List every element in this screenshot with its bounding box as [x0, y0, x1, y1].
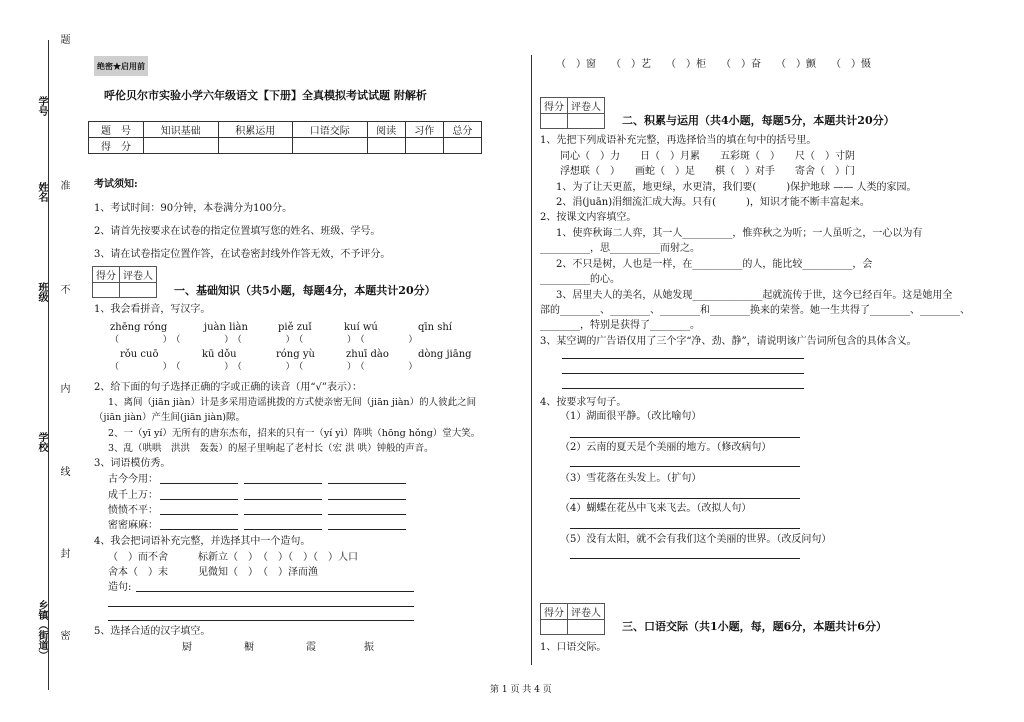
- reviewer-input[interactable]: [568, 620, 605, 635]
- pinyin: kuí wú: [344, 322, 378, 333]
- score-reviewer-box: [540, 603, 605, 635]
- question: 1、口语交际。: [540, 642, 607, 653]
- score-cell[interactable]: [443, 138, 481, 154]
- question-line: 浮想联（ ） 画蛇（ ）足 棋（ ）对手 寄舍（ ）门: [560, 166, 855, 177]
- answer-line[interactable]: [570, 528, 800, 529]
- answer-parens[interactable]: （ ） （ ） （ ） （ ） （ ）: [110, 335, 418, 345]
- answer-line[interactable]: [562, 358, 804, 359]
- notes-heading: 考试须知:: [94, 179, 138, 190]
- student-id-label: 学号: [36, 96, 47, 116]
- answer-line[interactable]: [244, 499, 322, 500]
- answer-line[interactable]: [570, 437, 800, 438]
- idiom-label: 愤愤不平：: [108, 505, 158, 516]
- answer-line[interactable]: [108, 620, 414, 621]
- score-label: 得分: [541, 98, 568, 114]
- pinyin: zhēng róng: [110, 322, 168, 333]
- note-item: 3、请在试卷指定位置作答，在试卷密封线外作答无效，不予评分。: [94, 249, 391, 260]
- question-line: 舍本（ ）末 见微知（ ） （ ）泽而渔: [108, 567, 318, 578]
- question: 1、先把下列成语补充完整，再选择恰当的填在句中的括号里。: [540, 135, 817, 146]
- answer-line[interactable]: [570, 558, 800, 559]
- answer-line[interactable]: [244, 514, 322, 515]
- answer-line[interactable]: [160, 514, 238, 515]
- score-input[interactable]: [541, 620, 568, 635]
- answer-line[interactable]: [160, 483, 238, 484]
- score-cell[interactable]: [144, 138, 219, 154]
- reviewer-input[interactable]: [568, 114, 605, 129]
- score-label: 得分: [93, 267, 120, 283]
- reviewer-input[interactable]: [120, 283, 157, 298]
- score-row-label: 得 分: [89, 138, 144, 154]
- score-header: 知识基础: [144, 122, 219, 138]
- score-table: [88, 121, 482, 154]
- pinyin: piě zuǐ: [278, 322, 312, 333]
- section-3-title: 三、口语交际（共1小题，每，题6分，本题共计6分）: [622, 620, 887, 633]
- question-line: 2、一（yī yí）无所有的唐东杰布，招来的只有一（yí yì）阵哄（hōng hǒng）堂大笑。: [108, 428, 481, 439]
- question-line: ________，特别是获得了________。: [540, 320, 700, 331]
- reviewer-label: 评卷人: [120, 267, 157, 283]
- score-header: 习作: [405, 122, 443, 138]
- question-line: 同心（ ）力 日（ ）月累 五彩斑（ ） 尺（ ）寸阴: [560, 151, 855, 162]
- reviewer-label: 评卷人: [568, 604, 605, 620]
- binding-char: 线: [58, 466, 69, 476]
- section-2-title: 二、积累与运用（共4小题，每题5分，本题共计20分）: [622, 114, 895, 127]
- score-input[interactable]: [541, 114, 568, 129]
- pinyin: róng yù: [276, 349, 315, 360]
- pinyin: qīn shí: [418, 322, 452, 333]
- pinyin: kū dǒu: [202, 349, 237, 360]
- class-label: 班级: [36, 282, 47, 302]
- binding-char: 内: [58, 383, 69, 393]
- page-footer: 第 1 页 共 4 页: [490, 685, 552, 695]
- binding-char: 封: [58, 548, 69, 558]
- sub-question: （1）湖面很平静。（改比喻句）: [560, 411, 702, 422]
- sub-question: （5）没有太阳，就不会有我们这个美丽的世界。（改反问句）: [560, 534, 832, 545]
- score-cell[interactable]: [367, 138, 405, 154]
- sub-question: （3）雪花落在头发上。（扩句）: [560, 473, 702, 484]
- binding-char: 准: [58, 180, 69, 190]
- hanzi-option: 橱: [244, 642, 254, 653]
- sub-question: （2）云南的夏天是个美丽的地方。（修改病句）: [560, 442, 772, 453]
- question: 2、给下面的句子选择正确的字或正确的读音（用“√”表示）：: [94, 382, 362, 393]
- question: 4、我会把词语补充完整，并选择其中一个造句。: [94, 536, 311, 547]
- pinyin: zhuī dào: [346, 349, 389, 360]
- page-title: 呼伦贝尔市实验小学六年级语文【下册】全真模拟考试试题 附解析: [104, 89, 427, 102]
- pinyin: dòng jiāng: [418, 349, 472, 360]
- question-line: 1、使弈秋诲二人弈，其一人__________，惟弈秋之为听；一人虽听之，一心以为有: [556, 228, 923, 239]
- score-cell[interactable]: [293, 138, 368, 154]
- question-line: 2、涓(juān)涓细流汇成大海。只有( )，知识才能不断丰富起来。: [556, 197, 870, 208]
- sentence-label: 造句:: [108, 582, 132, 593]
- note-item: 1、考试时间：90分钟，本卷满分为100分。: [94, 203, 293, 214]
- school-label: 学校: [36, 432, 47, 452]
- question: 1、我会看拼音，写汉字。: [94, 304, 211, 315]
- answer-parens[interactable]: （ ） （ ） （ ） （ ） （ ）: [110, 362, 418, 372]
- question: 3、某空调的广告语仅用了三个字“净、劲、静”，请说明该广告词所包含的具体含义。: [540, 336, 917, 347]
- binding-line: [48, 40, 49, 690]
- answer-line[interactable]: [108, 606, 414, 607]
- score-reviewer-box: [540, 97, 605, 129]
- score-header: 阅读: [367, 122, 405, 138]
- question-line: 2、不只是树，人也是一样，在__________的人，能比较__________，会: [556, 259, 873, 270]
- sub-question: （4）蝴蝶在花丛中飞来飞去。（改拟人句）: [560, 503, 752, 514]
- answer-line[interactable]: [328, 529, 406, 530]
- reviewer-label: 评卷人: [568, 98, 605, 114]
- binding-char: 密: [58, 630, 69, 640]
- score-input[interactable]: [93, 283, 120, 298]
- binding-char: 不: [58, 284, 69, 294]
- question-line: 3、乱（哄哄 洪洪 轰轰）的屋子里响起了老村长（宏 洪 哄）钟般的声音。: [108, 443, 434, 454]
- section-1-title: 一、基础知识（共5小题，每题4分，本题共计20分）: [174, 284, 436, 297]
- question-line: 部的________、________、________和________换来的荣誉。她一生共得了________、________、: [540, 305, 970, 316]
- question: 3、词语模仿秀。: [94, 458, 171, 469]
- score-reviewer-box: [92, 266, 157, 298]
- township-label: 乡镇（街道）: [36, 600, 47, 660]
- secret-label: 绝密★启用前: [94, 56, 148, 76]
- answer-line[interactable]: [570, 466, 800, 467]
- name-label: 姓名: [36, 182, 47, 202]
- answer-line[interactable]: [160, 499, 238, 500]
- note-item: 2、请首先按要求在试卷的指定位置填写您的姓名、班级、学号。: [94, 226, 381, 237]
- score-header: 积累运用: [218, 122, 293, 138]
- question: 2、按课文内容填空。: [540, 212, 637, 223]
- idiom-label: 密密麻麻：: [108, 520, 158, 531]
- answer-line[interactable]: [570, 498, 800, 499]
- score-cell[interactable]: [405, 138, 443, 154]
- answer-line[interactable]: [562, 388, 804, 389]
- score-header: 口语交际: [293, 122, 368, 138]
- hanzi-option: 振: [364, 642, 374, 653]
- answer-line[interactable]: [328, 514, 406, 515]
- answer-line[interactable]: [244, 483, 322, 484]
- question-line: __________的心。: [540, 274, 620, 285]
- score-header: 题 号: [89, 122, 144, 138]
- question-line: __________，思__________而射之。: [540, 243, 700, 254]
- question: 5、选择合适的汉字填空。: [94, 626, 211, 637]
- column-divider: [531, 55, 532, 665]
- fill-row[interactable]: （ ）窗 （ ）艺 （ ）柜 （ ）奋 （ ）颤 （ ）慑: [556, 59, 871, 70]
- binding-char: 题: [58, 34, 69, 44]
- question: 4、按要求写句子。: [540, 397, 627, 408]
- hanzi-option: 霞: [306, 642, 316, 653]
- answer-line[interactable]: [244, 529, 322, 530]
- answer-line[interactable]: [562, 373, 804, 374]
- idiom-label: 成千上万：: [108, 490, 158, 501]
- pinyin: juàn liàn: [204, 322, 248, 333]
- idiom-label: 古今今用：: [108, 474, 158, 485]
- hanzi-option: 厨: [182, 642, 192, 653]
- score-label: 得分: [541, 604, 568, 620]
- score-cell[interactable]: [218, 138, 293, 154]
- question-line: 1、为了让天更蓝，地更绿，水更清，我们要( )保护地球 —— 人类的家园。: [556, 182, 917, 193]
- answer-line[interactable]: [328, 499, 406, 500]
- answer-line[interactable]: [160, 529, 238, 530]
- question-line: 3、居里夫人的美名，从她发现______________起就流传于世，这今已经百年。这是她用全: [556, 290, 953, 301]
- score-header: 总分: [443, 122, 481, 138]
- question-line: （jiān jiàn）产生间(jiān jiàn)隙。: [94, 412, 246, 423]
- question-line: 1、离间（jiān jiàn）计是多采用造谣挑拨的方式使亲密无间（jiān jiàn）的人彼此之间: [108, 397, 477, 408]
- question-line: （ ）而不舍 标新立（ ） （ ）（ ）（ ）人口: [108, 552, 358, 563]
- answer-line[interactable]: [136, 591, 414, 592]
- pinyin: rǒu cuō: [120, 349, 159, 360]
- answer-line[interactable]: [328, 483, 406, 484]
